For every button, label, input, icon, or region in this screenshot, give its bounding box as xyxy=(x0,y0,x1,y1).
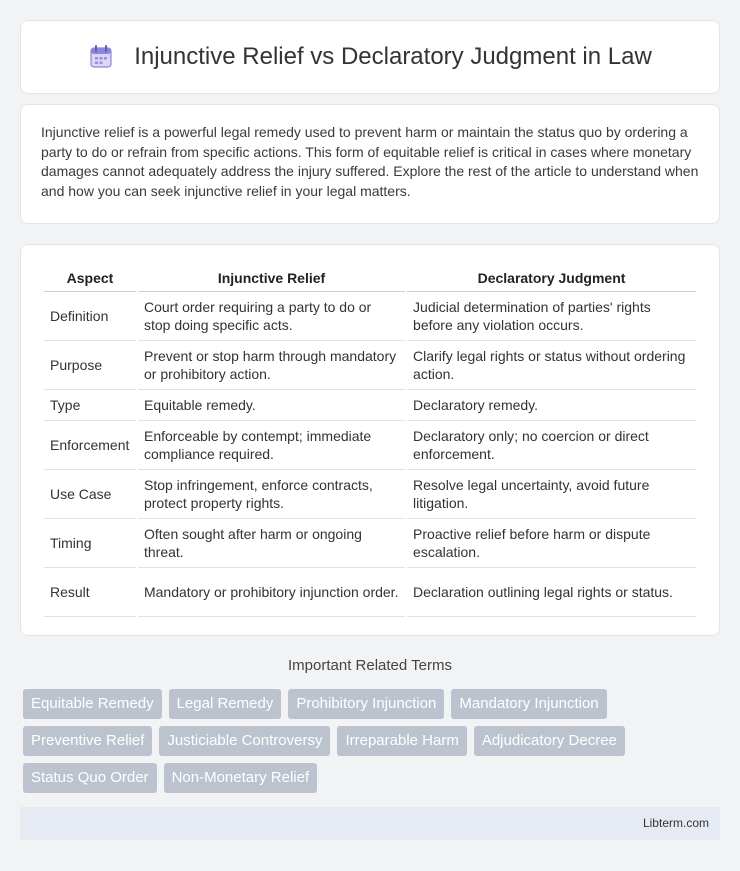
tag-justiciable-controversy[interactable]: Justiciable Controversy xyxy=(159,726,330,756)
row-injunctive: Court order requiring a party to do or stop doing specific acts. xyxy=(138,292,405,341)
header-aspect: Aspect xyxy=(44,265,136,292)
tag-status-quo-order[interactable]: Status Quo Order xyxy=(23,763,157,793)
intro-text: Injunctive relief is a powerful legal remedy used to prevent harm or maintain the status quo by ordering a party to do or refrain from specific actions. This form of equitable relief is critical in cases where monetary damages cannot adequately address the injury suffered. Explore the rest of the article to understand when and how you can seek injunctive relief in your legal matters. xyxy=(41,124,699,199)
calendar-icon xyxy=(88,44,114,70)
tag-mandatory-injunction[interactable]: Mandatory Injunction xyxy=(451,689,606,719)
table-row xyxy=(44,421,696,470)
row-aspect: Purpose xyxy=(44,341,136,390)
tag-adjudicatory-decree[interactable]: Adjudicatory Decree xyxy=(474,726,625,756)
tag-row xyxy=(23,689,723,719)
title-card xyxy=(20,20,720,94)
comparison-table-card xyxy=(20,244,720,636)
table-row xyxy=(44,341,696,390)
row-declaratory: Declaratory only; no coercion or direct enforcement. xyxy=(407,421,696,470)
row-aspect: Enforcement xyxy=(44,421,136,470)
row-aspect: Use Case xyxy=(44,470,136,519)
row-declaratory: Proactive relief before harm or dispute escalation. xyxy=(407,519,696,568)
row-injunctive: Stop infringement, enforce contracts, protect property rights. xyxy=(138,470,405,519)
row-aspect: Definition xyxy=(44,292,136,341)
table-row xyxy=(44,390,696,421)
intro-card xyxy=(20,104,720,224)
row-injunctive: Enforceable by contempt; immediate compliance required. xyxy=(138,421,405,470)
tag-row xyxy=(23,726,723,756)
table-row xyxy=(44,568,696,617)
row-declaratory: Resolve legal uncertainty, avoid future litigation. xyxy=(407,470,696,519)
row-injunctive: Equitable remedy. xyxy=(138,390,405,421)
tag-equitable-remedy[interactable]: Equitable Remedy xyxy=(23,689,162,719)
page-title: Injunctive Relief vs Declaratory Judgment in Law xyxy=(134,43,652,70)
tag-row xyxy=(23,763,723,793)
footer-site-link[interactable]: Libterm.com xyxy=(642,816,709,830)
header-injunctive-relief: Injunctive Relief xyxy=(138,265,405,292)
table-header-row xyxy=(44,265,696,292)
tag-irreparable-harm[interactable]: Irreparable Harm xyxy=(337,726,466,756)
table-row xyxy=(44,292,696,341)
related-terms-tags xyxy=(23,689,723,800)
row-injunctive: Often sought after harm or ongoing threat. xyxy=(138,519,405,568)
tag-legal-remedy[interactable]: Legal Remedy xyxy=(169,689,282,719)
header-declaratory-judgment: Declaratory Judgment xyxy=(407,265,696,292)
row-declaratory: Declaration outlining legal rights or status. xyxy=(407,568,696,617)
tag-prohibitory-injunction[interactable]: Prohibitory Injunction xyxy=(288,689,444,719)
related-terms-title: Important Related Terms xyxy=(288,657,452,674)
row-injunctive: Prevent or stop harm through mandatory or prohibitory action. xyxy=(138,341,405,390)
row-aspect: Result xyxy=(44,568,136,617)
table-row xyxy=(44,470,696,519)
tag-non-monetary-relief[interactable]: Non-Monetary Relief xyxy=(164,763,318,793)
table-row xyxy=(44,519,696,568)
tag-preventive-relief[interactable]: Preventive Relief xyxy=(23,726,152,756)
row-aspect: Timing xyxy=(44,519,136,568)
footer xyxy=(20,807,720,840)
row-declaratory: Declaratory remedy. xyxy=(407,390,696,421)
row-declaratory: Clarify legal rights or status without ordering action. xyxy=(407,341,696,390)
row-declaratory: Judicial determination of parties' rights before any violation occurs. xyxy=(407,292,696,341)
row-aspect: Type xyxy=(44,390,136,421)
comparison-table xyxy=(42,265,698,617)
row-injunctive: Mandatory or prohibitory injunction order. xyxy=(138,568,405,617)
